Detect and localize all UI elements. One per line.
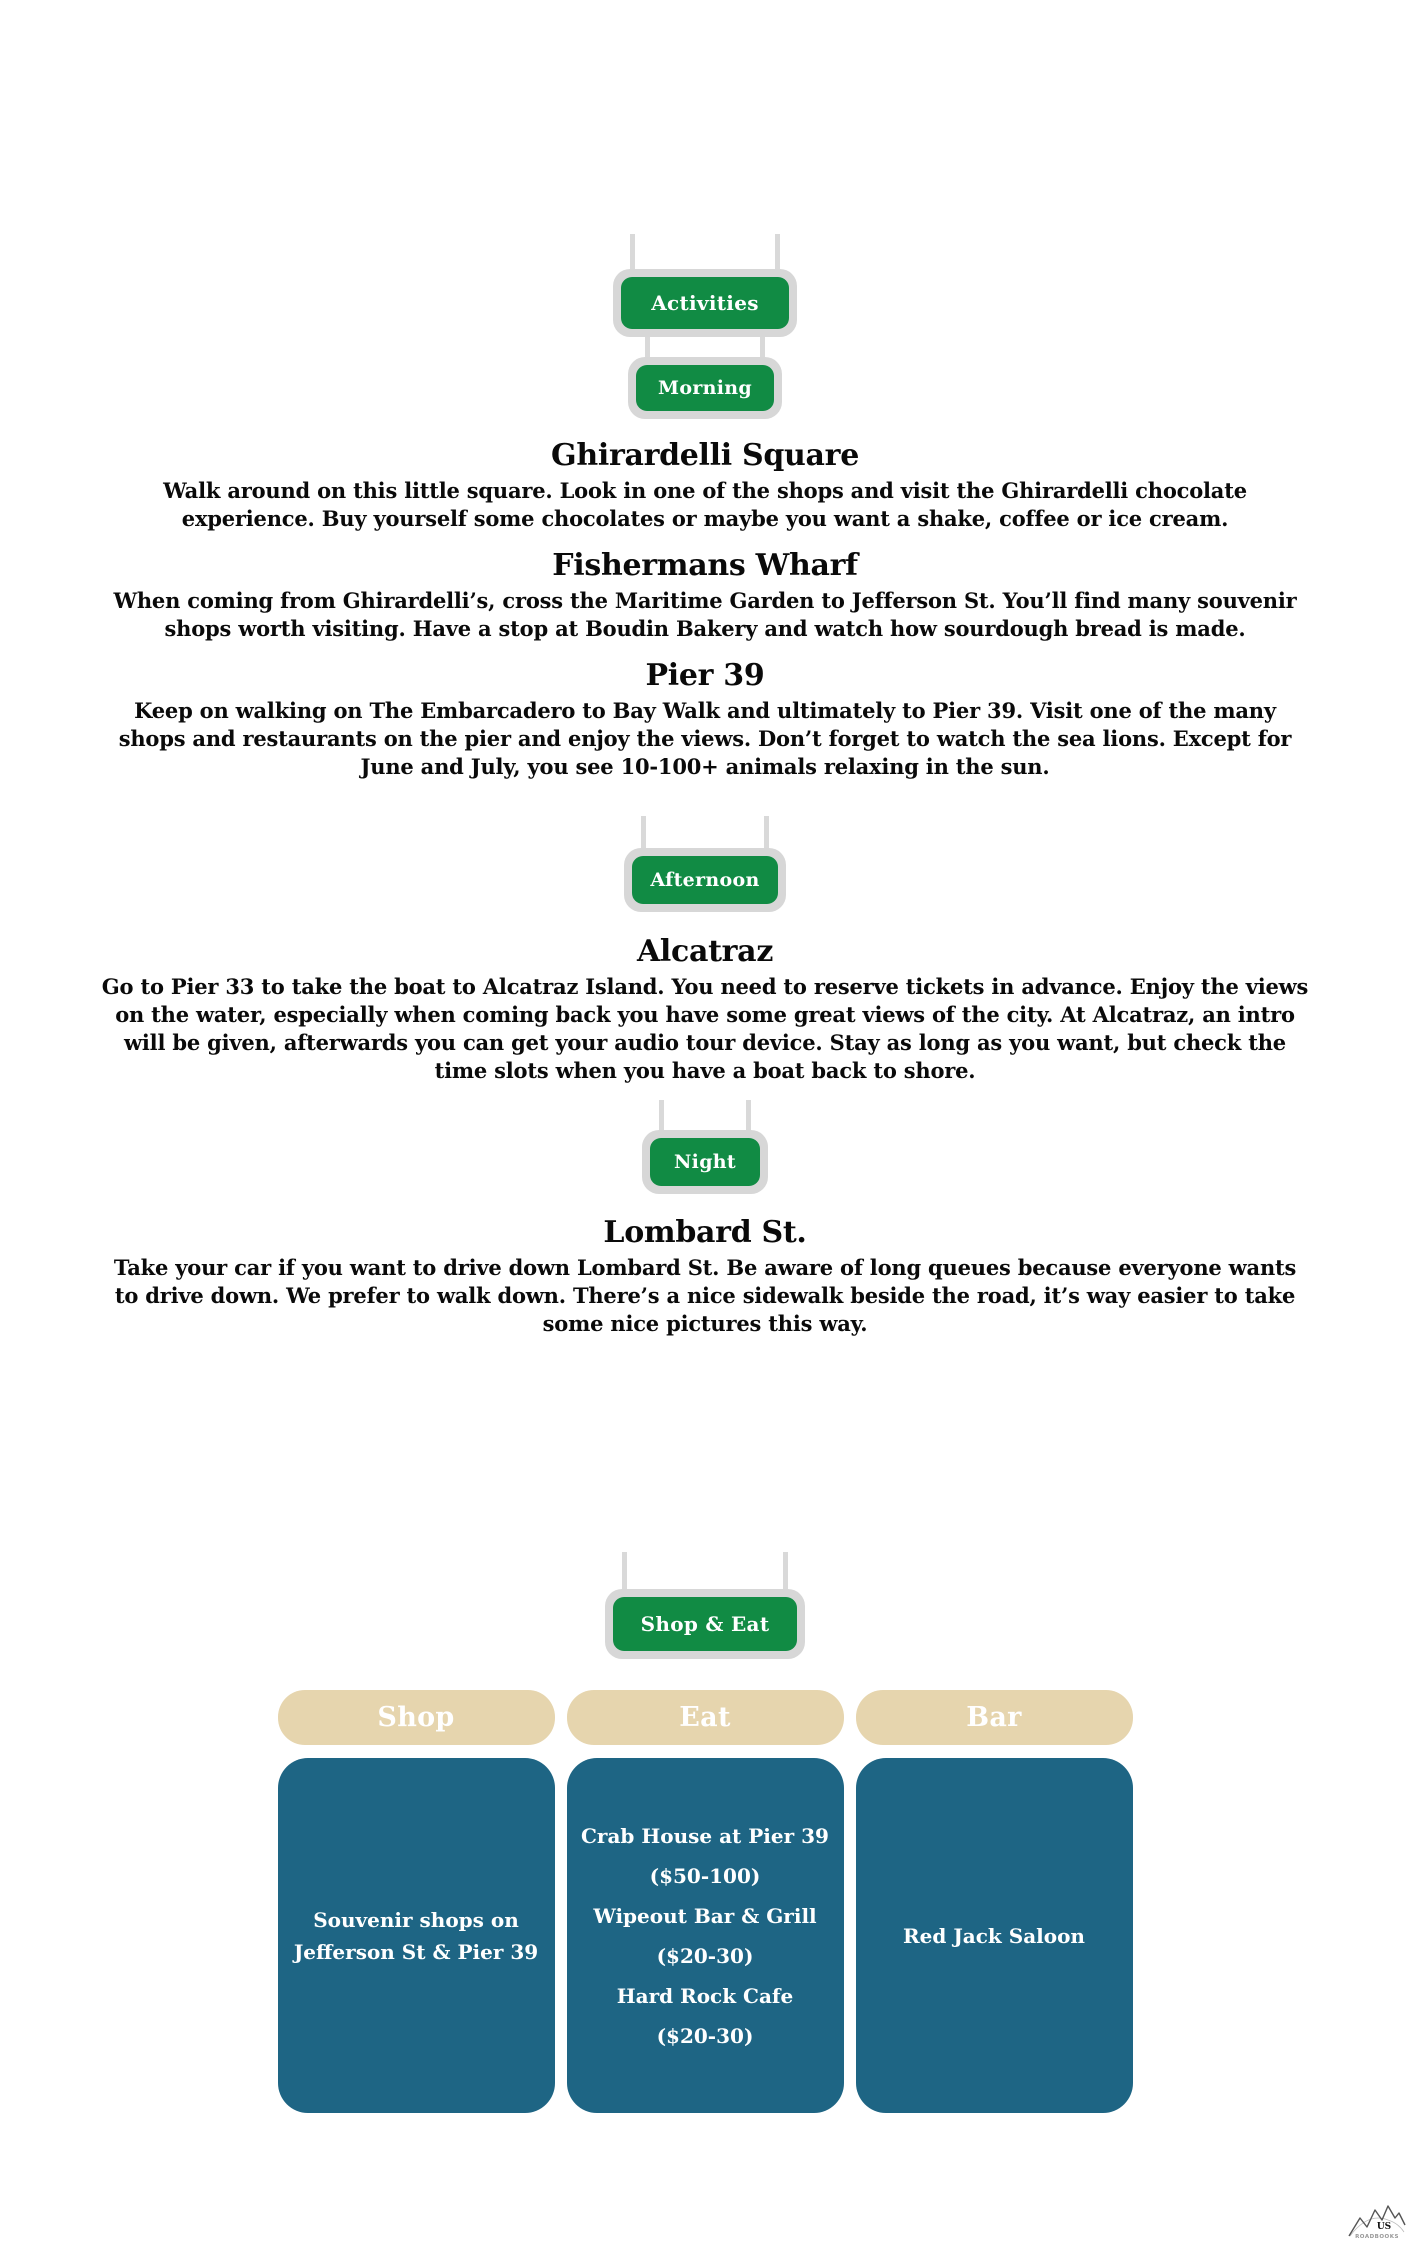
shop-eat-columns [278,1690,1133,2113]
afternoon-sign-label: Afternoon [632,856,777,904]
place-title: Alcatraz [636,934,774,969]
place-description: Go to Pier 33 to take the boat to Alcatraz Island. You need to reserve tickets in advance. Enjoy the views on the water, especially when coming back you have some great views of the city. At Alcatraz, an intro will be given, afterwards you can get your audio tour device. Stay as long as you want, but check the time slots when you have a boat back to shore. [101,974,1309,1083]
sign-post [641,816,646,848]
activities-sign-label: Activities [621,277,789,329]
morning-sign [628,357,782,419]
mountains-icon [1348,2196,1406,2240]
shop-column-text: Souvenir shops on Jefferson St & Pier 39 [293,1907,539,1964]
shop-column-body [278,1758,555,2113]
sign-frame [642,1130,768,1194]
shop-eat-sign [605,1589,806,1659]
sign-post [622,1552,627,1589]
eat-entry-price: ($20-30) [656,1943,754,1968]
place-description: Walk around on this little square. Look in one of the shops and visit the Ghirardelli chocolate experience. Buy yourself some chocolates or maybe you want a shake, coffee or ice cream. [163,478,1247,531]
svg-text:US: US [1376,2222,1392,2232]
afternoon-sign-row [0,781,1410,912]
place-title: Ghirardelli Square [551,438,859,473]
eat-entry-name: Wipeout Bar & Grill [593,1903,817,1928]
activities-sign [613,269,797,337]
shop-eat-sign-label: Shop & Eat [613,1597,798,1651]
bar-column-body [856,1758,1133,2113]
place-fishermans-wharf [100,549,1310,643]
sign-frame [624,848,785,912]
place-title: Fishermans Wharf [552,548,858,583]
shop-column-header: Shop [278,1690,555,1745]
eat-entry-price: ($20-30) [656,2023,754,2048]
place-alcatraz [100,935,1310,1085]
place-lombard-st [100,1216,1310,1338]
eat-column-body [567,1758,844,2113]
afternoon-section [100,935,1310,1085]
night-sign-row [0,1085,1410,1194]
place-title: Lombard St. [603,1215,807,1250]
eat-entry-price: ($50-100) [649,1863,761,1888]
eat-column-header: Eat [567,1690,844,1745]
sign-frame [628,357,782,419]
afternoon-sign [624,848,785,912]
sign-post [764,816,769,848]
svg-text:ROADBOOKS: ROADBOOKS [1355,2234,1399,2240]
morning-sign-label: Morning [636,365,774,411]
night-sign-label: Night [650,1138,760,1186]
place-title: Pier 39 [645,658,765,693]
place-description: Take your car if you want to drive down Lombard St. Be aware of long queues because everyone wants to drive down. We prefer to walk down. There’s a nice sidewalk beside the road, it’s way easier to take some nice pictures this way. [113,1255,1297,1336]
sign-post [760,337,765,357]
place-description: When coming from Ghirardelli’s, cross the Maritime Garden to Jefferson St. You’ll find many souvenir shops worth visiting. Have a stop at Boudin Bakery and watch how sourdough bread is made. [113,588,1297,641]
place-description: Keep on walking on The Embarcadero to Bay Walk and ultimately to Pier 39. Visit one of the many shops and restaurants on the pier and enjoy the views. Don’t forget to watch the sea lions. Except for June and July, you see 10-100+ animals relaxing in the sun. [118,698,1292,779]
morning-sign-row [0,337,1410,419]
place-pier-39 [100,659,1310,781]
sign-frame [613,269,797,337]
night-section [100,1216,1310,1338]
shop-column [278,1690,555,2113]
morning-section [100,439,1310,781]
eat-column [567,1690,844,2113]
sign-post [630,234,635,269]
bar-column-header: Bar [856,1690,1133,1745]
sign-frame [605,1589,806,1659]
sign-post [746,1100,751,1130]
eat-entry-name: Hard Rock Cafe [616,1983,794,2008]
eat-entry-name: Crab House at Pier 39 [581,1823,829,1848]
place-ghirardelli-square [100,439,1310,533]
bar-column-text: Red Jack Saloon [903,1923,1085,1948]
sign-post [783,1552,788,1589]
bar-column [856,1690,1133,2113]
sign-post [645,337,650,357]
sign-post [775,234,780,269]
sign-post [659,1100,664,1130]
shop-eat-sign-row [0,1338,1410,1659]
night-sign [642,1130,768,1194]
us-roadbooks-logo [1348,2196,1406,2240]
